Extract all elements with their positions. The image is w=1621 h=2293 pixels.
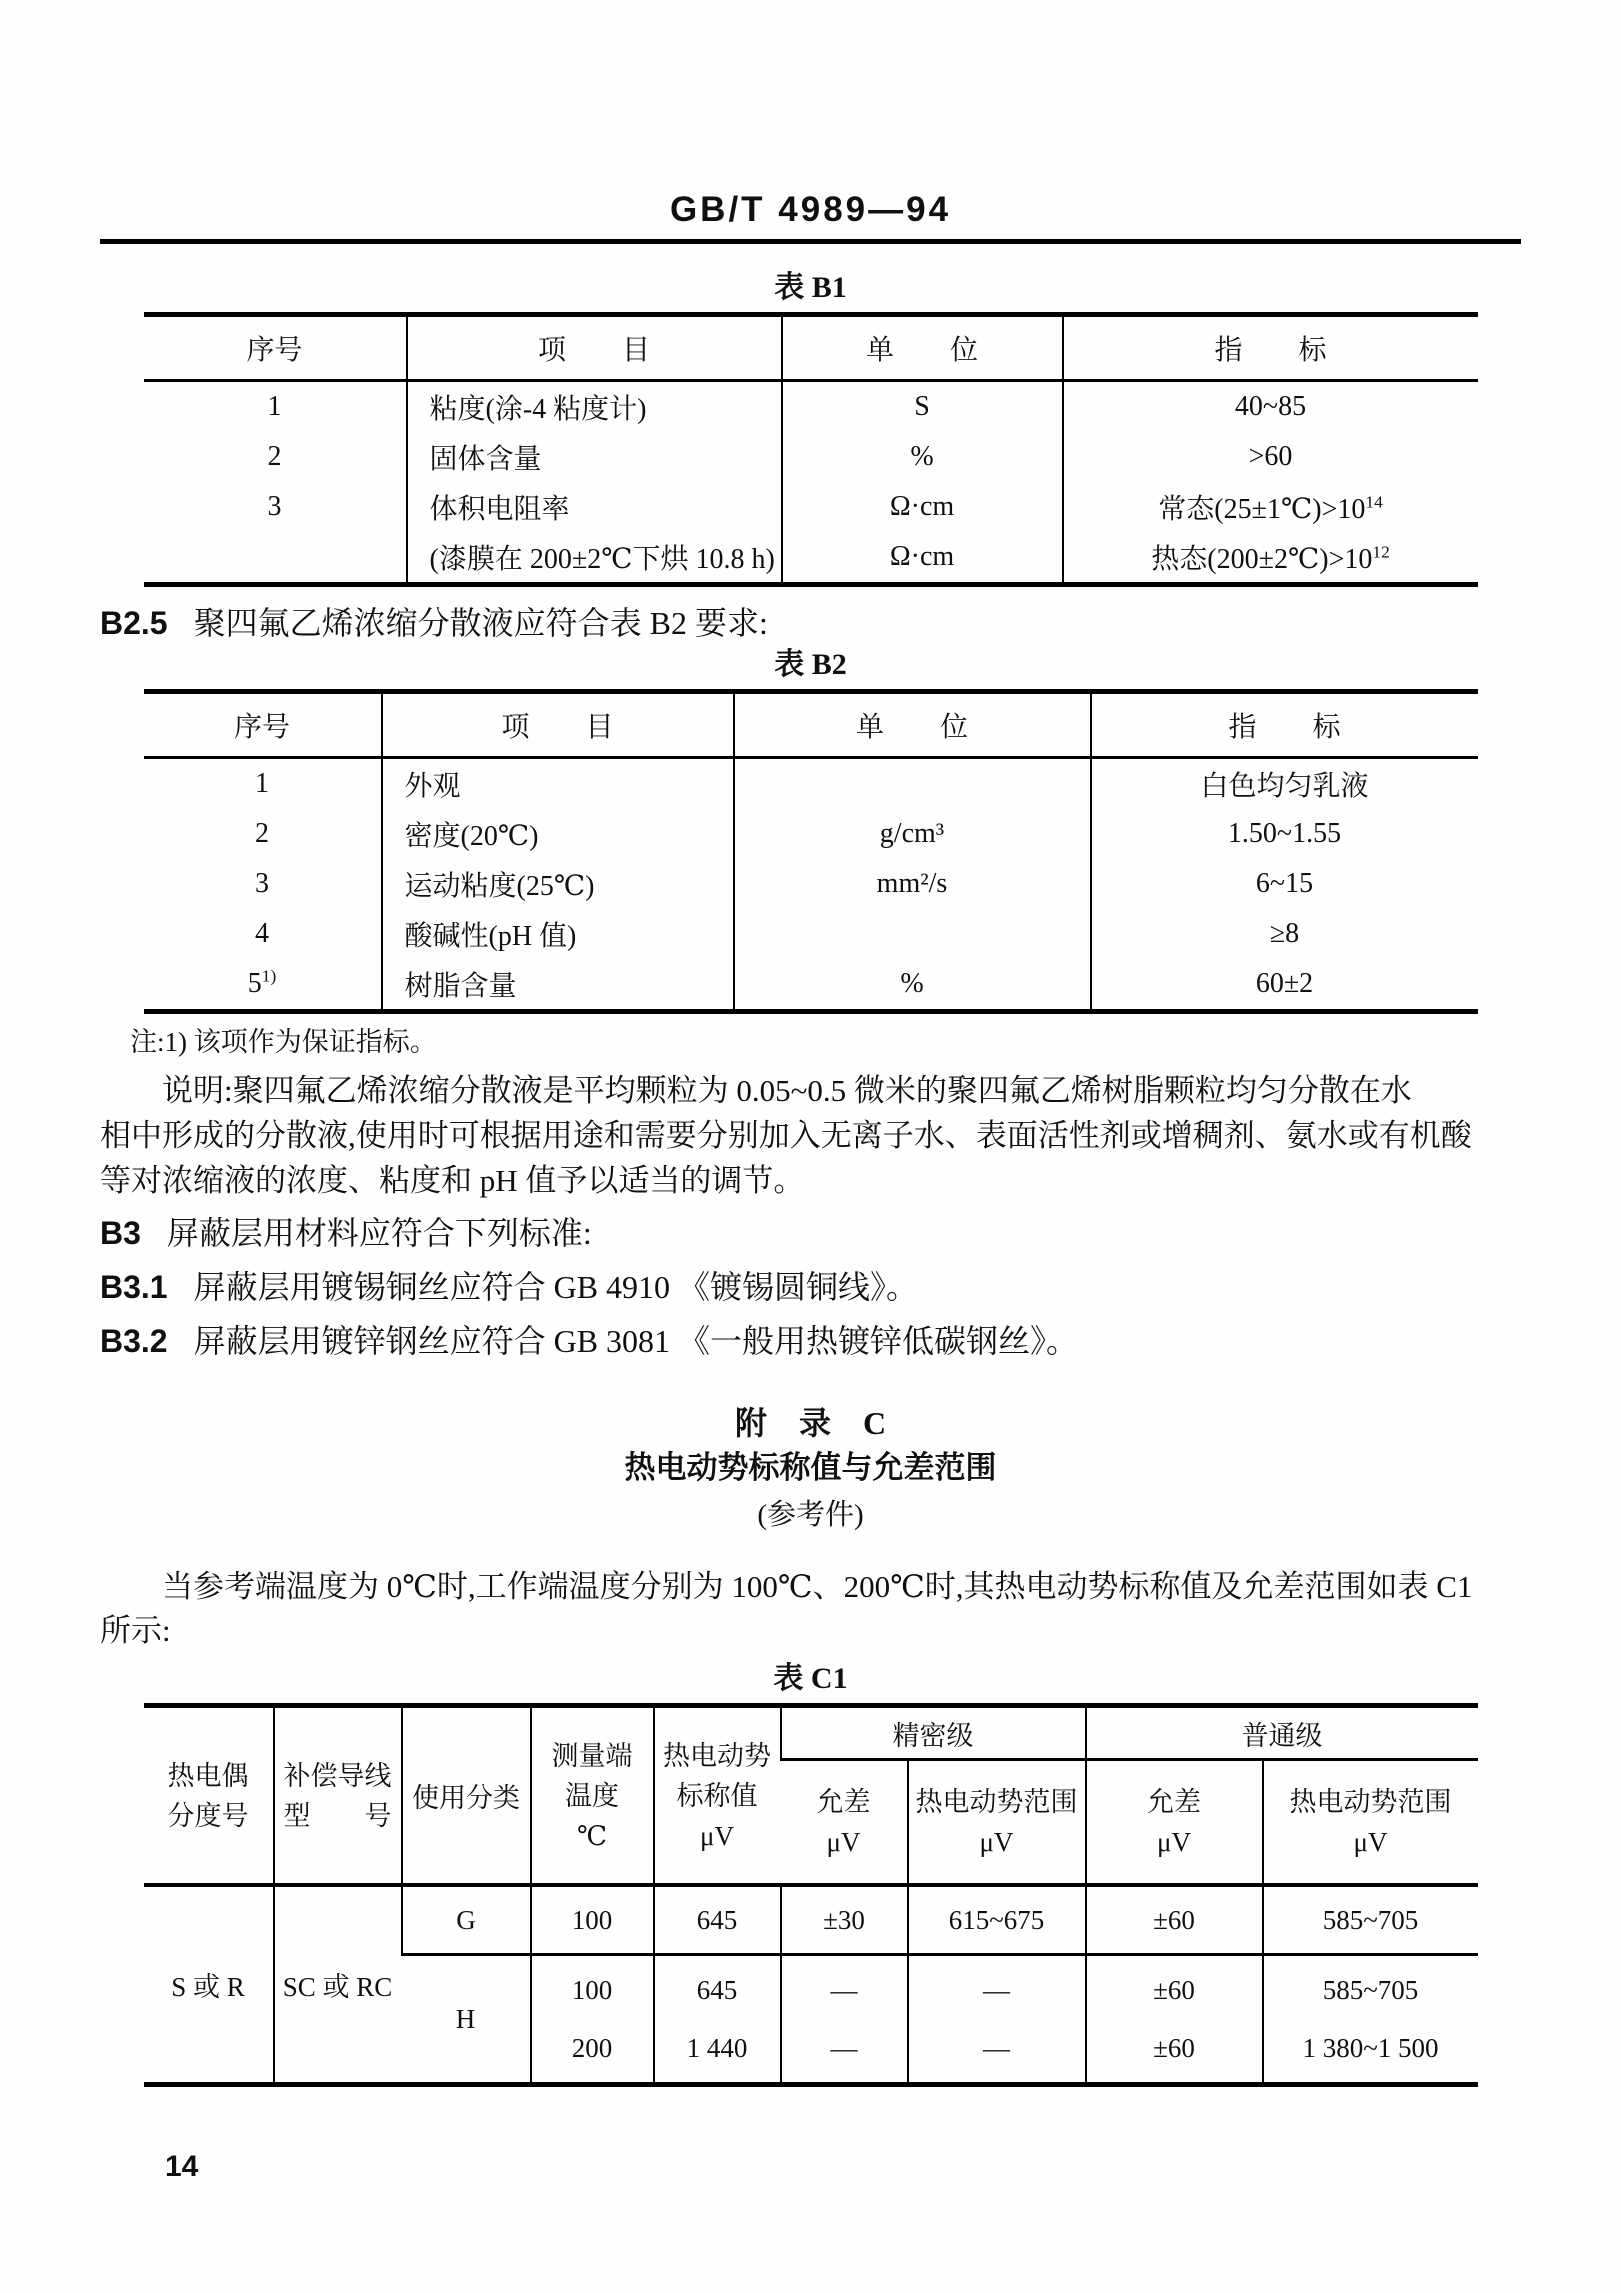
section-b32-text: 屏蔽层用镀锌钢丝应符合 GB 3081 《一般用热镀锌低碳钢丝》。: [193, 1323, 1079, 1359]
cell-item: 密度(20℃): [382, 809, 734, 859]
cell-class: H: [455, 2003, 476, 2034]
table-b2-caption: 表 B2: [774, 648, 847, 681]
section-b3-text: 屏蔽层用材料应符合下列标准:: [166, 1215, 592, 1251]
header-line: 热电动势: [663, 1740, 771, 1771]
cell-ordinary-range: 585~705: [1263, 1885, 1478, 1955]
description-line: 说明:聚四氟乙烯浓缩分散液是平均颗粒为 0.05~0.5 微米的聚四氟乙烯树脂颗粒均匀分散在水: [162, 1073, 1412, 1108]
cell-item: 树脂含量: [382, 959, 734, 1012]
cell-unit: mm²/s: [734, 859, 1091, 909]
value-line: —: [830, 1975, 858, 2005]
table-b1-header-row: [144, 315, 1478, 381]
page-content: [100, 0, 1521, 2087]
header-line: 热电偶: [167, 1760, 249, 1791]
table-c1-header-row-1: [144, 1706, 1478, 1760]
col-header-index: 指 标: [1091, 692, 1478, 758]
col-header-precision-range: [908, 1760, 1086, 1886]
header-line: 补偿导线: [283, 1760, 392, 1791]
col-header-item: 项 目: [382, 692, 734, 758]
value-line: —: [983, 2033, 1010, 2063]
section-b25-text: 聚四氟乙烯浓缩分散液应符合表 B2 要求:: [193, 605, 768, 641]
appendix-c-ref-note: (参考件): [757, 1499, 864, 1531]
section-b25: [100, 601, 1521, 645]
no-value: 3: [255, 868, 269, 899]
col-header-no: 序号: [144, 692, 382, 758]
cell-ordinary-range: [1263, 1955, 1478, 2085]
header-line: 热电动势范围: [915, 1787, 1078, 1817]
description-line: 等对浓缩液的浓度、粘度和 pH 值予以适当的调节。: [100, 1163, 805, 1198]
index-superscript: 12: [1372, 542, 1390, 562]
cell-unit: Ω·cm: [782, 532, 1063, 585]
cell-precision-tolerance: ±30: [781, 1885, 908, 1955]
value-line: 200: [571, 2033, 613, 2063]
cell-precision-range: [908, 1955, 1086, 2085]
description-paragraph: [100, 1068, 1521, 1203]
header-line: ℃: [576, 1820, 608, 1851]
intro-line: 所示:: [100, 1613, 171, 1648]
cell-emf: 645: [654, 1885, 781, 1955]
cell-thermocouple: S 或 R: [144, 1885, 274, 2085]
col-header-ordinary-tolerance: [1086, 1760, 1263, 1886]
cell-index: [1063, 381, 1478, 433]
cell-item: 外观: [382, 758, 734, 810]
value-line: ±60: [1153, 1975, 1195, 2005]
cell-item: 粘度(涂-4 粘度计): [407, 381, 782, 433]
no-value: 4: [255, 918, 269, 949]
cell-temp: 100: [531, 1885, 654, 1955]
table-row: [144, 809, 1478, 859]
section-b3: [100, 1211, 1521, 1255]
cell-precision-range: 615~675: [908, 1885, 1086, 1955]
cell-index: [1063, 532, 1478, 585]
col-header-index: 指 标: [1063, 315, 1478, 381]
cell-no: [144, 859, 382, 909]
header-line: 分度号: [167, 1800, 249, 1831]
col-header-emf: [654, 1706, 781, 1886]
standard-number: GB/T 4989—94: [669, 190, 952, 229]
page-number: 14: [165, 2150, 199, 2183]
table-row: [144, 532, 1478, 585]
table-row: [144, 482, 1478, 532]
section-b3-label: B3: [100, 1215, 141, 1251]
header-line: μV: [826, 1827, 861, 1857]
table-c1: [144, 1703, 1478, 2087]
col-header-usage: 使用分类: [402, 1706, 531, 1886]
index-value: >60: [1248, 441, 1293, 472]
col-header-unit: 单 位: [734, 692, 1091, 758]
cell-item: 固体含量: [407, 432, 782, 482]
cell-index: 1.50~1.55: [1091, 809, 1478, 859]
col-header-thermocouple: [144, 1706, 274, 1886]
value-line: ±60: [1153, 2033, 1195, 2063]
header-line: 型 号: [283, 1800, 392, 1831]
index-superscript: 14: [1365, 492, 1383, 512]
table-b1: [144, 312, 1478, 587]
cell-unit: %: [782, 432, 1063, 482]
intro-line: 当参考端温度为 0℃时,工作端温度分别为 100℃、200℃时,其热电动势标称值及允差范围如表 C1: [162, 1569, 1473, 1604]
col-header-item: 项 目: [407, 315, 782, 381]
value-line: 100: [571, 1975, 613, 2005]
value-line: 585~705: [1322, 1975, 1419, 2005]
value-line: —: [830, 2033, 858, 2063]
index-value: 40~85: [1234, 391, 1307, 422]
section-b32: [100, 1319, 1521, 1363]
appendix-c-title: 附 录 C: [734, 1405, 887, 1441]
cell-no: [144, 909, 382, 959]
cell-no: [144, 809, 382, 859]
col-header-unit: 单 位: [782, 315, 1063, 381]
section-b31-text: 屏蔽层用镀锡铜丝应符合 GB 4910 《镀锡圆铜线》。: [193, 1269, 919, 1305]
cell-unit: g/cm³: [734, 809, 1091, 859]
cell-ordinary-tolerance: [1086, 1955, 1263, 2085]
cell-temp: [531, 1955, 654, 2085]
cell-no: [144, 959, 382, 1012]
cell-item: 运动粘度(25℃): [382, 859, 734, 909]
table-row-g: [144, 1885, 1478, 1955]
col-header-ordinary-range: [1263, 1760, 1478, 1886]
section-b31-label: B3.1: [100, 1269, 168, 1305]
table-b2-header-row: [144, 692, 1478, 758]
cell-no: [144, 532, 407, 585]
cell-no: 3: [267, 491, 282, 522]
table-row: [144, 859, 1478, 909]
cell-comp-wire: SC 或 RC: [274, 1885, 402, 2085]
header-line: 测量端: [551, 1740, 633, 1771]
header-line: μV: [1157, 1827, 1191, 1857]
no-value: 2: [255, 818, 269, 849]
table-b2-note: 注:1) 该项作为保证指标。: [130, 1027, 437, 1057]
table-c1-intro: [100, 1565, 1521, 1653]
index-value: 常态(25±1℃)>10: [1158, 494, 1366, 525]
header-line: 热电动势范围: [1289, 1787, 1452, 1817]
index-value: 热态(200±2℃)>10: [1151, 544, 1373, 575]
table-row: [144, 432, 1478, 482]
header-line: μV: [700, 1820, 734, 1851]
value-line: 1 380~1 500: [1302, 2033, 1439, 2063]
cell-index: ≥8: [1091, 909, 1478, 959]
header-line: 标称值: [676, 1780, 758, 1811]
table-row: [144, 909, 1478, 959]
cell-precision-tolerance: [781, 1955, 908, 2085]
table-row: [144, 381, 1478, 433]
cell-emf: [654, 1955, 781, 2085]
cell-index: [1063, 432, 1478, 482]
description-line: 相中形成的分散液,使用时可根据用途和需要分别加入无离子水、表面活性剂或增稠剂、氨水或有机酸: [100, 1118, 1472, 1153]
col-header-temp: [531, 1706, 654, 1886]
cell-item: (漆膜在 200±2℃下烘 10.8 h): [407, 532, 782, 585]
group-header-precision: 精密级: [781, 1706, 1086, 1760]
value-line: 1 440: [686, 2033, 748, 2063]
table-row: [144, 758, 1478, 810]
section-b32-label: B3.2: [100, 1323, 168, 1359]
cell-index: 白色均匀乳液: [1091, 758, 1478, 810]
header-line: μV: [979, 1827, 1014, 1857]
cell-unit: Ω·cm: [782, 482, 1063, 532]
header-rule: [100, 239, 1521, 244]
cell-class: G: [402, 1885, 531, 1955]
cell-item: 体积电阻率: [407, 482, 782, 532]
cell-unit: S: [782, 381, 1063, 433]
no-value: 5: [247, 968, 262, 999]
section-b31: [100, 1265, 1521, 1309]
table-row: [144, 959, 1478, 1012]
table-c1-caption: 表 C1: [773, 1662, 848, 1695]
value-line: —: [983, 1975, 1010, 2005]
col-header-no: 序号: [144, 315, 407, 381]
col-header-comp-wire: [274, 1706, 402, 1886]
cell-no: [144, 758, 382, 810]
cell-no: 2: [267, 441, 282, 472]
header-line: μV: [1353, 1827, 1388, 1857]
header-line: 允差: [1147, 1787, 1201, 1817]
cell-item: 酸碱性(pH 值): [382, 909, 734, 959]
cell-index: [1063, 482, 1478, 532]
header-line: 温度: [565, 1780, 619, 1811]
no-superscript: 1): [261, 966, 277, 986]
cell-index: 6~15: [1091, 859, 1478, 909]
cell-index: 60±2: [1091, 959, 1478, 1012]
col-header-precision-tolerance: [781, 1760, 908, 1886]
appendix-c-subtitle: 热电动势标称值与允差范围: [624, 1450, 997, 1485]
cell-unit: %: [734, 959, 1091, 1012]
header-line: 允差: [816, 1787, 871, 1817]
cell-unit: [734, 909, 1091, 959]
table-b2: [144, 689, 1478, 1014]
table-b1-caption: 表 B1: [774, 271, 847, 304]
no-value: 1: [255, 768, 269, 799]
cell-ordinary-tolerance: ±60: [1086, 1885, 1263, 1955]
cell-unit: [734, 758, 1091, 810]
value-line: 645: [696, 1975, 738, 2005]
section-b25-label: B2.5: [100, 605, 168, 641]
cell-no: 1: [267, 391, 282, 422]
group-header-ordinary: 普通级: [1086, 1706, 1478, 1760]
